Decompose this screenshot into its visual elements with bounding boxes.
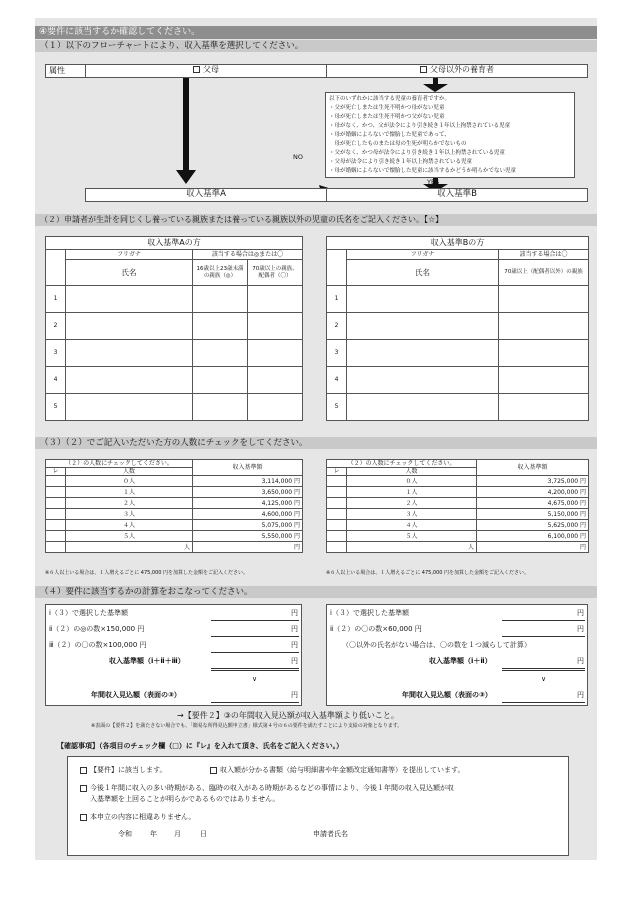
check-cell[interactable] <box>46 531 66 542</box>
calc-b-line2: ⅱ（２）の〇の数×60,000 円 <box>330 625 422 633</box>
name-cell[interactable] <box>66 286 193 313</box>
yes-label: YES <box>427 178 440 186</box>
confirm-item-2[interactable]: 今後１年間に収入の多い時期がある、臨時の収入がある時期があるなどの事情により、今後１年間の収入見込額が収 <box>80 784 454 792</box>
section-2-title: （２）申請者が生計を同じくし養っている親族または養っている親族以外の児童の氏名をご記入ください。【☆】 <box>35 214 597 226</box>
checkbox[interactable] <box>210 767 217 774</box>
corner-cell <box>46 250 66 286</box>
standard-header: 収入基準額 <box>193 460 303 476</box>
confirm-item-3[interactable]: 本申立の内容に相違ありません。 <box>80 813 195 821</box>
table-standard-b <box>326 236 589 421</box>
yen: 円 <box>577 609 584 617</box>
total-underline[interactable] <box>211 668 299 671</box>
yen: 円 <box>291 641 298 649</box>
check-cell[interactable] <box>46 520 66 531</box>
furigana-header: フリガナ <box>66 250 193 260</box>
confirm-item-documents[interactable]: 収入額が分かる書類（給与明細書や年金額改定通知書等）を提出しています。 <box>210 766 464 774</box>
requirement-header: ④要件に該当するか確認してください。 <box>35 26 597 39</box>
confirm-title: 【確認事項】（各項目のチェック欄（□）に『レ』を入れて頂き、氏名をご記入ください。） <box>57 742 344 750</box>
confirm-item-1[interactable]: 【要件】に該当します。 <box>80 766 166 774</box>
name-cell[interactable] <box>66 394 193 421</box>
mark-cell[interactable] <box>248 394 303 421</box>
calc-a-line2: ⅱ（２）の◎の数×150,000 円 <box>49 625 145 633</box>
check-cell[interactable] <box>327 498 347 509</box>
attribute-label: 属性 <box>45 64 86 78</box>
check-cell[interactable] <box>46 487 66 498</box>
condition-line: ・父が死亡しまたは生死不明かつ母がない児童 <box>329 105 445 111</box>
confirm-box <box>67 756 569 856</box>
table-row: ５人 6,100,000 円 <box>327 531 589 542</box>
input-underline[interactable] <box>211 636 299 637</box>
date-year[interactable]: 年 <box>150 830 157 838</box>
table-row: 4 <box>46 367 303 394</box>
less-than-symbol: ∨ <box>252 675 258 683</box>
table-row: ３人 4,600,000 円 <box>46 509 303 520</box>
applicable-header: 該当する場合は〇 <box>499 250 589 260</box>
table-row: 2 <box>46 313 303 340</box>
input-underline[interactable] <box>502 702 585 703</box>
section-4-title: （４）要件に該当するかの計算をおこなってください。 <box>35 586 597 598</box>
table-row: 2 <box>327 313 589 340</box>
table-row: 1 <box>46 286 303 313</box>
mark-cell[interactable] <box>499 313 589 340</box>
calc-box-a <box>45 604 302 706</box>
name-cell[interactable] <box>347 286 499 313</box>
standard-header: 収入基準額 <box>477 460 589 476</box>
check-cell[interactable] <box>46 476 66 487</box>
checkbox[interactable] <box>80 767 87 774</box>
option-other-label: 父母以外の養育者 <box>430 65 494 74</box>
table-row: 3 <box>46 340 303 367</box>
calc-b-total-label: 収入基準額（ⅰ＋ⅱ） <box>429 657 492 665</box>
corner-cell <box>327 250 347 286</box>
no-label: NO <box>293 153 303 161</box>
table-row: ２人 4,125,000 円 <box>46 498 303 509</box>
calc-b-income-label: 年間収入見込額（表面の③） <box>402 691 492 699</box>
table-standard-a <box>45 236 303 421</box>
input-underline[interactable] <box>502 636 585 637</box>
mark-cell[interactable] <box>193 286 248 313</box>
age16-header: 16歳以上23歳未満の親族（◎） <box>193 260 248 286</box>
name-cell[interactable] <box>66 313 193 340</box>
condition-line: 以下のいずれかに該当する児童の養育者ですか。 <box>329 96 451 102</box>
check-cell[interactable] <box>327 509 347 520</box>
condition-line: ・母がなく、かつ、父が法令により引き続き１年以上拘禁されている児童 <box>329 123 511 129</box>
condition-line: 母が死亡したものまたは母の生死が明らかでないもの <box>329 141 467 147</box>
mark-cell[interactable] <box>193 313 248 340</box>
name-cell[interactable] <box>347 367 499 394</box>
input-underline[interactable] <box>211 702 299 703</box>
calc-b-line1: ⅰ（３）で選択した基準額 <box>330 609 409 617</box>
calc-box-b <box>326 604 588 706</box>
option-parent[interactable] <box>85 64 327 78</box>
mark-cell[interactable] <box>499 394 589 421</box>
yen: 円 <box>291 657 298 665</box>
table-row: １人 3,650,000 円 <box>46 487 303 498</box>
check-cell[interactable] <box>327 520 347 531</box>
date-month[interactable]: 月 <box>174 830 181 838</box>
mark-cell[interactable] <box>193 394 248 421</box>
age70-header: 70歳以上（配偶者以外）の親族 <box>499 260 589 286</box>
table-row: 5 <box>327 394 589 421</box>
table-row: ４人 5,625,000 円 <box>327 520 589 531</box>
option-other-guardian[interactable] <box>326 64 588 78</box>
result-standard-a: 収入基準A <box>85 188 327 202</box>
persons-header: 人数 <box>347 468 477 476</box>
table-row: ４人 5,075,000 円 <box>46 520 303 531</box>
calc-a-total-label: 収入基準額（ⅰ＋ⅱ＋ⅲ） <box>109 657 185 665</box>
date-day[interactable]: 日 <box>200 830 207 838</box>
mark-cell[interactable] <box>193 367 248 394</box>
check-mark-header: レ <box>46 468 66 476</box>
conclusion-text: →【要件２】③の年間収入見込額が収入基準額より低いこと。 <box>177 711 399 720</box>
yen: 円 <box>577 691 584 699</box>
age70-header: 70歳以上の親族、配偶者（〇） <box>248 260 303 286</box>
date-era: 令和 <box>118 830 132 838</box>
condition-line: ・父がなく、かつ母が法令により引き続き１年以上拘禁されている児童 <box>329 150 505 156</box>
checkbox[interactable] <box>80 785 87 792</box>
check-cell[interactable] <box>46 509 66 520</box>
check-mark-header: レ <box>327 468 347 476</box>
checkbox[interactable] <box>420 66 427 73</box>
check-cell[interactable] <box>46 542 66 553</box>
mark-cell[interactable] <box>193 340 248 367</box>
table-a-title: 収入基準Aの方 <box>46 237 303 250</box>
yen: 円 <box>291 609 298 617</box>
check-cell[interactable] <box>327 542 347 553</box>
input-underline[interactable] <box>211 652 299 653</box>
total-underline[interactable] <box>502 668 585 671</box>
condition-line: ・父母が法令により引き続き１年以上拘禁されている児童 <box>329 159 473 165</box>
count-table-b <box>326 459 589 553</box>
persons-header: 人数 <box>66 468 193 476</box>
footnote-text: ※表面の【要件２】を満たさない場合でも、「簡易な所得見込額申立書」様式第４号の６の要件を満たすことにより支給の対象となります。 <box>91 723 403 729</box>
condition-line: ・母が婚姻によらないで懐胎した児童に該当するかどうか明らかでない児童 <box>329 168 517 174</box>
check-cell[interactable] <box>327 476 347 487</box>
yen: 円 <box>577 657 584 665</box>
option-parent-label: 父母 <box>203 65 219 74</box>
section-1-title: （１）以下のフローチャートにより、収入基準を選択してください。 <box>35 40 597 52</box>
table-row: 3 <box>327 340 589 367</box>
form-page <box>35 18 597 860</box>
mark-cell[interactable] <box>248 313 303 340</box>
applicant-name-label: 申請者氏名 <box>313 830 348 838</box>
checkbox[interactable] <box>80 814 87 821</box>
name-header: 氏名 <box>66 260 193 286</box>
check-cell[interactable] <box>327 487 347 498</box>
count-note-a: ※６人以上いる場合は、１人増えるごとに 475,000 円を加算した金額をご記入ください。 <box>45 570 249 576</box>
furigana-header: フリガナ <box>347 250 499 260</box>
table-row: ０人 3,114,000 円 <box>46 476 303 487</box>
condition-line: ・母が死亡しまたは生死不明かつ父がない児童 <box>329 114 445 120</box>
table-row: ０人 3,725,000 円 <box>327 476 589 487</box>
table-row: 人 円 <box>327 542 589 553</box>
mark-cell[interactable] <box>248 286 303 313</box>
less-than-symbol: ∨ <box>541 675 547 683</box>
name-cell[interactable] <box>66 340 193 367</box>
applicable-header: 該当する場合は◎または〇 <box>193 250 303 260</box>
check-header: （２）の人数にチェックしてください。 <box>327 460 477 468</box>
calc-a-line1: ⅰ（３）で選択した基準額 <box>49 609 128 617</box>
name-cell[interactable] <box>347 394 499 421</box>
table-b-title: 収入基準Bの方 <box>327 237 589 250</box>
table-row: 人 円 <box>46 542 303 553</box>
input-underline[interactable] <box>211 620 299 621</box>
mark-cell[interactable] <box>248 340 303 367</box>
check-header: （２）の人数にチェックしてください。 <box>46 460 193 468</box>
table-row: ５人 5,550,000 円 <box>46 531 303 542</box>
mark-cell[interactable] <box>499 286 589 313</box>
name-header: 氏名 <box>347 260 499 286</box>
table-row: １人 4,200,000 円 <box>327 487 589 498</box>
yen: 円 <box>291 625 298 633</box>
section-3-title: （３）（２）でご記入いただいた方の人数にチェックをしてください。 <box>35 437 597 449</box>
check-cell[interactable] <box>46 498 66 509</box>
mark-cell[interactable] <box>499 340 589 367</box>
name-cell[interactable] <box>347 313 499 340</box>
count-note-b: ※６人以上いる場合は、１人増えるごとに 475,000 円を加算した金額をご記入ください。 <box>326 570 530 576</box>
condition-line: ・母が婚姻によらないで懐胎した児童であって、 <box>329 132 450 138</box>
calc-a-line3: ⅲ（２）の〇の数×100,000 円 <box>49 641 147 649</box>
confirm-item-2-cont: 入基準額を上回ることが明らかであるものではありません。 <box>90 795 280 803</box>
mark-cell[interactable] <box>499 367 589 394</box>
input-underline[interactable] <box>502 620 585 621</box>
calc-b-note: （〇以外の氏名がない場合は、〇の数を１つ減らして計算） <box>342 641 531 649</box>
conditions-box <box>325 92 575 178</box>
count-table-a <box>45 459 303 553</box>
table-row: ３人 5,150,000 円 <box>327 509 589 520</box>
name-cell[interactable] <box>347 340 499 367</box>
table-row: ２人 4,675,000 円 <box>327 498 589 509</box>
name-cell[interactable] <box>66 367 193 394</box>
yen: 円 <box>577 625 584 633</box>
table-row: 5 <box>46 394 303 421</box>
table-row: 1 <box>327 286 589 313</box>
table-row: 4 <box>327 367 589 394</box>
yen: 円 <box>291 691 298 699</box>
mark-cell[interactable] <box>248 367 303 394</box>
checkbox[interactable] <box>193 66 200 73</box>
check-cell[interactable] <box>327 531 347 542</box>
result-standard-b: 収入基準B <box>326 188 588 202</box>
calc-a-income-label: 年間収入見込額（表面の③） <box>91 691 181 699</box>
